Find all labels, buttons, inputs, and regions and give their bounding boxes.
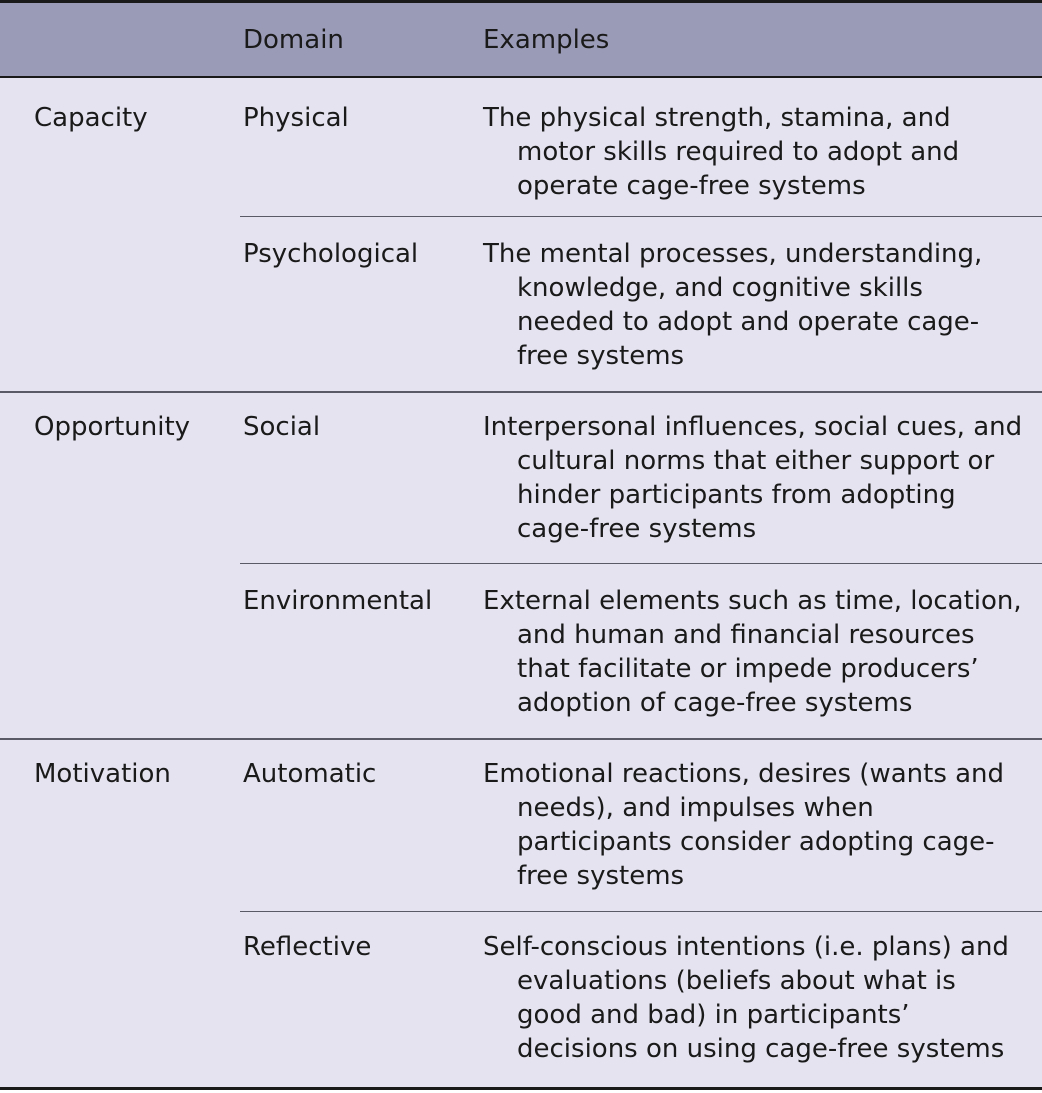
row-domain-automatic: Automatic (243, 759, 377, 789)
examples-line: The mental processes, understanding, (483, 239, 983, 269)
examples-line: The physical strength, stamina, and (483, 103, 951, 133)
examples-line: decisions on using cage-free systems (517, 1034, 1005, 1064)
examples-line: adoption of cage-free systems (517, 688, 913, 718)
row-examples-physical (483, 101, 1028, 203)
examples-line: free systems (517, 861, 685, 891)
row-domain-environmental: Environmental (243, 586, 433, 616)
examples-line: Emotional reactions, desires (wants and (483, 759, 1005, 789)
examples-line: hinder participants from adopting (517, 480, 956, 510)
row-divider (240, 563, 1042, 564)
row-category-motivation: Motivation (34, 759, 171, 789)
examples-line: cage-free systems (517, 514, 757, 544)
row-category-opportunity: Opportunity (34, 412, 191, 442)
row-domain-reflective: Reflective (243, 932, 372, 962)
row-examples-automatic (483, 757, 1028, 893)
row-examples-reflective (483, 930, 1028, 1066)
row-examples-environmental (483, 584, 1028, 720)
examples-line: operate cage-free systems (517, 171, 866, 201)
group-divider (0, 738, 1042, 740)
examples-line: cultural norms that either support or (517, 446, 995, 476)
examples-line: free systems (517, 341, 685, 371)
row-domain-physical: Physical (243, 103, 349, 133)
row-domain-social: Social (243, 412, 321, 442)
examples-line: evaluations (beliefs about what is (517, 966, 956, 996)
header-examples: Examples (483, 25, 610, 55)
examples-line: good and bad) in participants’ (517, 1000, 910, 1030)
examples-line: needs), and impulses when (517, 793, 874, 823)
table-bottom-rule (0, 1087, 1042, 1090)
examples-line: Self-conscious intentions (i.e. plans) and (483, 932, 1009, 962)
examples-line: and human and financial resources (517, 620, 975, 650)
row-examples-psychological (483, 237, 1028, 373)
examples-line: knowledge, and cognitive skills (517, 273, 923, 303)
examples-line: needed to adopt and operate cage- (517, 307, 980, 337)
examples-line: motor skills required to adopt and (517, 137, 960, 167)
examples-line: that facilitate or impede producers’ (517, 654, 979, 684)
row-divider (240, 216, 1042, 217)
row-examples-social (483, 410, 1028, 546)
examples-line: participants consider adopting cage- (517, 827, 995, 857)
header-domain: Domain (243, 25, 344, 55)
row-divider (240, 911, 1042, 912)
row-category-capacity: Capacity (34, 103, 148, 133)
row-domain-psychological: Psychological (243, 239, 419, 269)
examples-line: External elements such as time, location, (483, 586, 1022, 616)
examples-line: Interpersonal influences, social cues, and (483, 412, 1023, 442)
group-divider (0, 391, 1042, 393)
